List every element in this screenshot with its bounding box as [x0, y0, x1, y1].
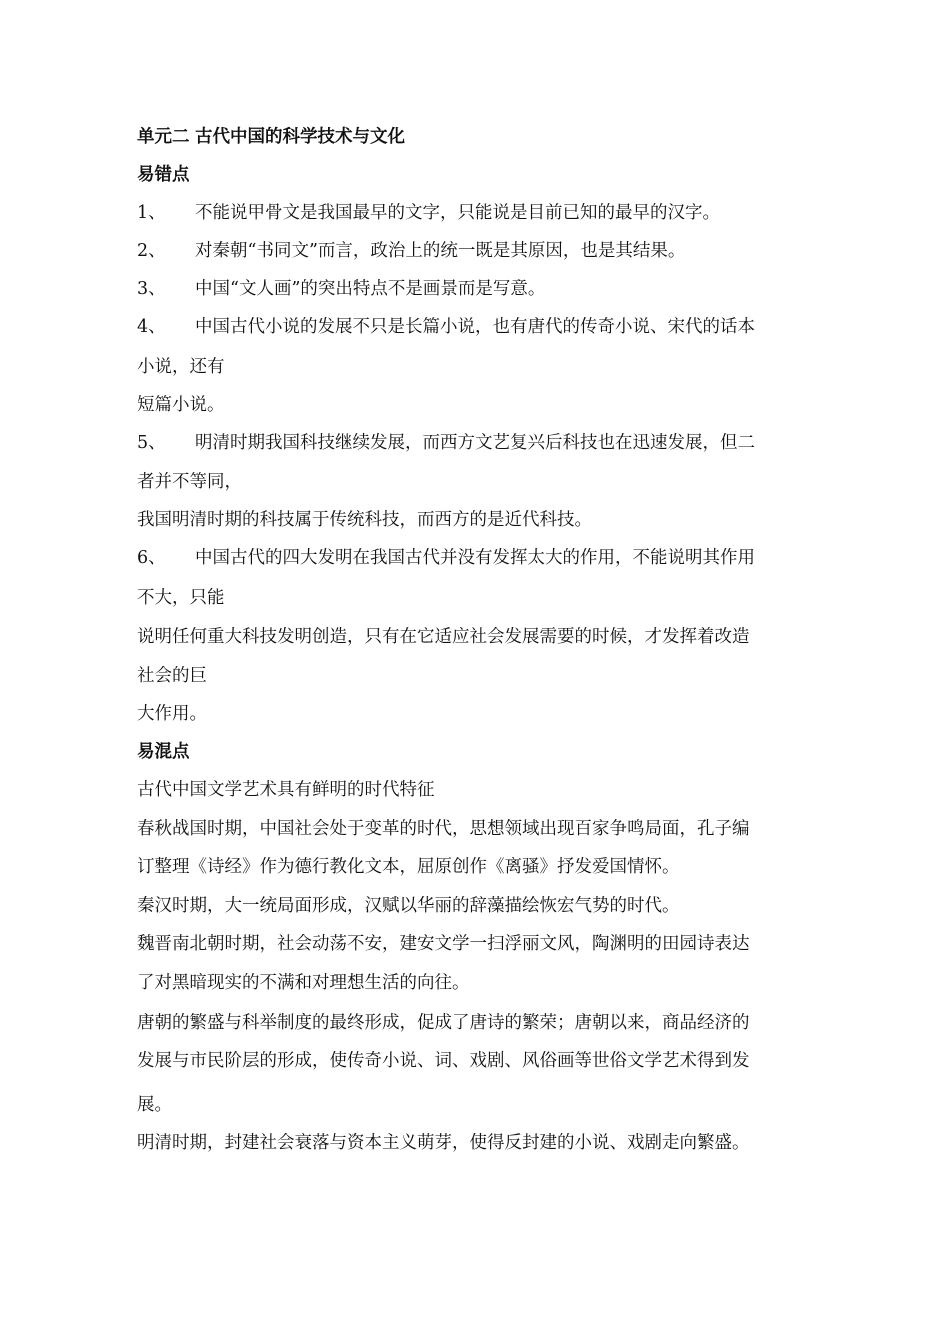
confusion-line: 展。	[137, 1095, 172, 1115]
mistake-line	[137, 432, 755, 454]
mistake-line-continued: 我国明清时期的科技属于传统科技，而西方的是近代科技。	[137, 510, 592, 530]
confusion-line: 了对黑暗现实的不满和对理想生活的向往。	[137, 973, 470, 993]
mistake-line	[137, 316, 755, 338]
mistake-line-continued: 者并不等同，	[137, 472, 242, 492]
item-text: 不能说甲骨文是我国最早的文字，只能说是目前已知的最早的汉字。	[195, 203, 720, 223]
mistake-line-continued: 大作用。	[137, 704, 207, 724]
item-text: 中国“文人画”的突出特点不是画景而是写意。	[195, 279, 546, 299]
item-number: 3、	[137, 279, 166, 299]
item-number: 5、	[137, 433, 166, 453]
mistake-line	[137, 202, 720, 224]
confusion-line: 订整理《诗经》作为德行教化文本，屈原创作《离骚》抒发爱国情怀。	[137, 857, 680, 877]
section-heading-mistakes: 易错点	[137, 165, 190, 185]
confusion-line: 古代中国文学艺术具有鲜明的时代特征	[137, 780, 435, 800]
item-number: 1、	[137, 203, 166, 223]
mistake-line-continued: 短篇小说。	[137, 395, 225, 415]
mistake-line-continued: 不大，只能	[137, 588, 225, 608]
confusion-line: 秦汉时期，大一统局面形成，汉赋以华丽的辞藻描绘恢宏气势的时代。	[137, 896, 680, 916]
section-heading-confusions: 易混点	[137, 742, 190, 762]
confusion-line: 明清时期，封建社会衰落与资本主义萌芽，使得反封建的小说、戏剧走向繁盛。	[137, 1133, 750, 1153]
mistake-line	[137, 278, 545, 300]
mistake-line	[137, 547, 755, 569]
item-number: 2、	[137, 241, 166, 261]
item-text: 明清时期我国科技继续发展，而西方文艺复兴后科技也在迅速发展，但二	[195, 433, 755, 453]
mistake-line-continued: 说明任何重大科技发明创造，只有在它适应社会发展需要的时候，才发挥着改造	[137, 627, 750, 647]
item-text: 中国古代小说的发展不只是长篇小说，也有唐代的传奇小说、宋代的话本	[195, 317, 755, 337]
item-text: 对秦朝“书同文”而言，政治上的统一既是其原因，也是其结果。	[195, 241, 686, 261]
mistake-line-continued: 小说，还有	[137, 357, 225, 377]
confusion-line: 唐朝的繁盛与科举制度的最终形成，促成了唐诗的繁荣；唐朝以来，商品经济的	[137, 1013, 750, 1033]
confusion-line: 魏晋南北朝时期，社会动荡不安，建安文学一扫浮丽文风，陶渊明的田园诗表达	[137, 934, 750, 954]
unit-label: 单元二	[137, 127, 190, 147]
page-title	[137, 126, 405, 148]
confusion-line: 发展与市民阶层的形成，使传奇小说、词、戏剧、风俗画等世俗文学艺术得到发	[137, 1051, 750, 1071]
item-number: 6、	[137, 548, 166, 568]
unit-title: 古代中国的科学技术与文化	[195, 127, 405, 147]
mistake-line-continued: 社会的巨	[137, 666, 207, 686]
confusion-line: 春秋战国时期，中国社会处于变革的时代，思想领域出现百家争鸣局面，孔子编	[137, 819, 750, 839]
mistake-line	[137, 240, 685, 262]
item-text: 中国古代的四大发明在我国古代并没有发挥太大的作用，不能说明其作用	[195, 548, 755, 568]
item-number: 4、	[137, 317, 166, 337]
